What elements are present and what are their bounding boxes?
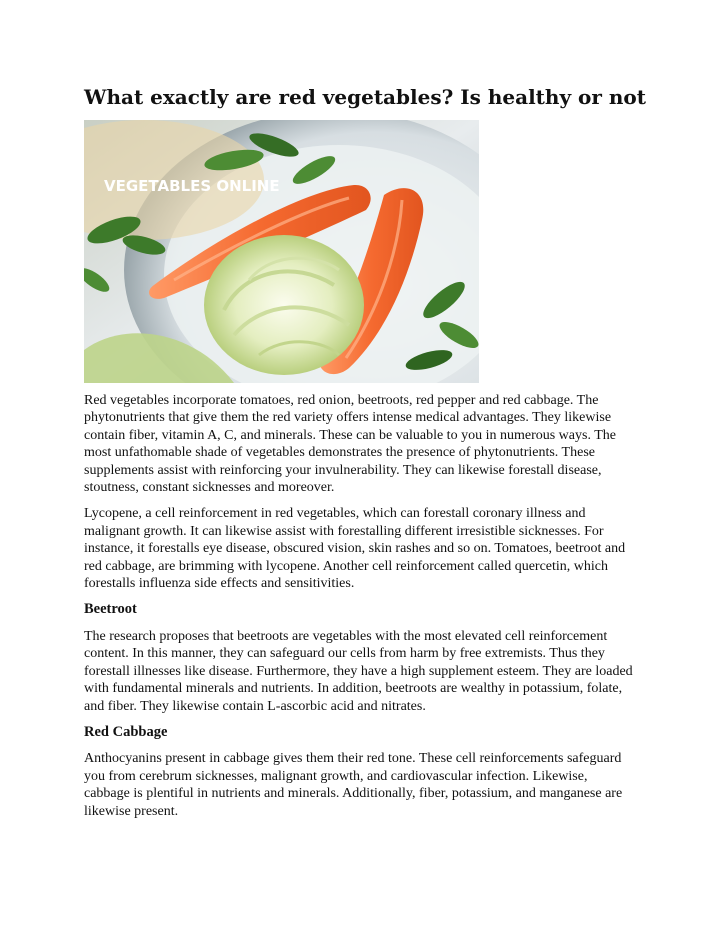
paragraph-red-cabbage: Anthocyanins present in cabbage gives them their red tone. These cell reinforcements safeguard you from cerebrum sicknesses, malignant growth, and cardiovascular infection. Likewise, cabbage is plentiful in nutrients and minerals. Additionally, fiber, potassium, and manganese are likewise present.: [84, 751, 623, 819]
image-watermark: VEGETABLES ONLINE: [104, 177, 280, 195]
article-title: What exactly are red vegetables? Is healthy or not: [84, 85, 646, 109]
paragraph-beetroot: The research proposes that beetroots are vegetables with the most elevated cell reinforcement content. In this manner, they can safeguard our cells from harm by free extremists. Thus they forestall illnesses like disease. Furthermore, they have a high supplement esteem. They are loaded with fundamental minerals and nutrients. In addition, beetroots are wealthy in potassium, folate, and fiber. They likewise contain L-ascorbic acid and nitrates.: [84, 628, 633, 714]
vegetables-illustration: [84, 120, 479, 383]
paragraph-lycopene: Lycopene, a cell reinforcement in red vegetables, which can forestall coronary illness and malignant growth. It can likewise assist with forestalling different irresistible sicknesses. For instance, it forestalls eye disease, obscured vision, skin rashes and so on. Tomatoes, beetroot and red cabbage, are brimming with lycopene. Another cell reinforcement called quercetin, which forestalls influenza side effects and sensitivities.: [84, 506, 626, 592]
vegetables-photo: [84, 120, 479, 383]
cabbage: [204, 235, 364, 375]
paragraph-intro: Red vegetables incorporate tomatoes, red onion, beetroots, red pepper and red cabbage. The phytonutrients that give them the red variety offers intense medical advantages. They likewise contain fiber, vitamin A, C, and minerals. These can be valuable to you in numerous ways. The most unfathomable shade of vegetables demonstrates the presence of phytonutrients. These supplements assist with reinforcing your invulnerability. They can likewise forestall disease, stoutness, constant sicknesses and moreover.: [84, 393, 616, 496]
heading-red-cabbage: Red Cabbage: [84, 723, 168, 740]
heading-beetroot: Beetroot: [84, 601, 137, 618]
article-body: [84, 392, 636, 829]
